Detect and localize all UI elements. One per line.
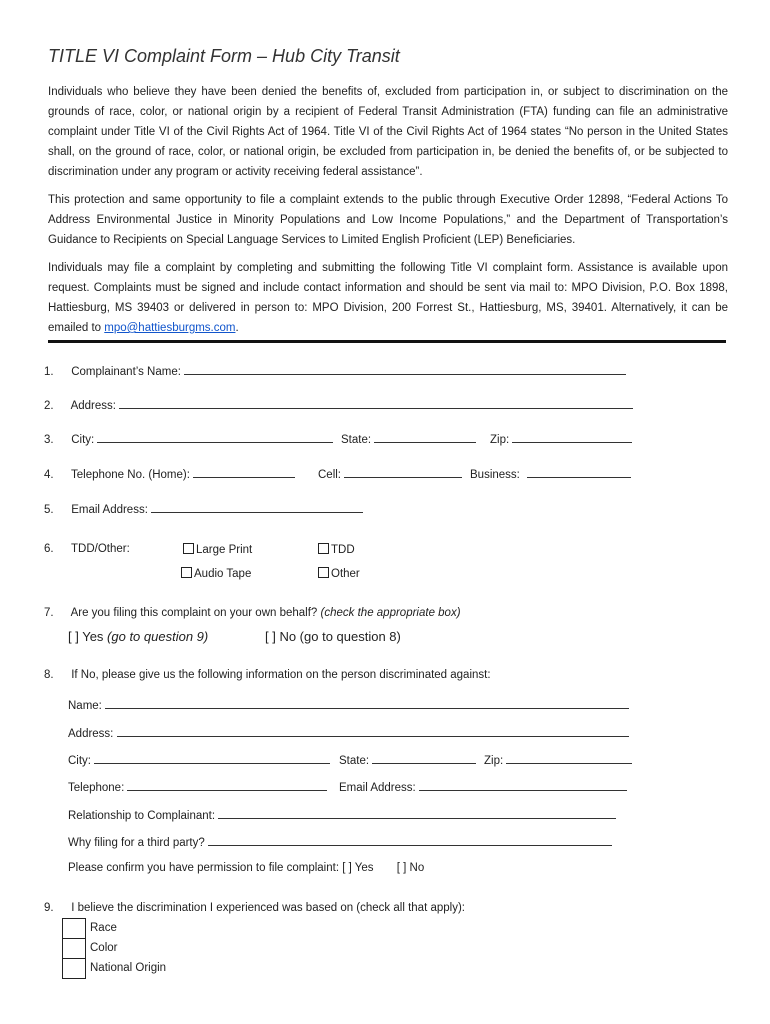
question-6: [44, 543, 130, 555]
state-group: [341, 430, 476, 446]
tp-telephone-field[interactable]: [127, 778, 327, 791]
city-label: City:: [71, 434, 95, 446]
tp-city-group: [68, 751, 330, 767]
home-phone-label: Telephone No. (Home):: [71, 469, 190, 481]
audio-tape-checkbox[interactable]: [181, 567, 192, 578]
intro-paragraph-2: This protection and same opportunity to file a complaint extends to the public through Executive Order 12898, “Federal Actions To Address Environmental Justice in Minority Populations and Low Income Populations,” and the Department of Transportation’s Guidance to Recipients on Special Language Services to Limited English Proficient (LEP) Beneficiaries.: [48, 194, 728, 246]
tp-address-group: [68, 724, 629, 740]
race-label: Race: [90, 922, 117, 934]
tdd-label: TDD: [331, 544, 355, 556]
large-print-label: Large Print: [196, 544, 253, 556]
email-address-field[interactable]: [151, 500, 363, 513]
tp-email-field[interactable]: [419, 778, 627, 791]
tp-city-label: City:: [68, 755, 91, 767]
tp-zip-field[interactable]: [506, 751, 632, 764]
race-checkbox[interactable]: [62, 918, 86, 939]
question-9: [44, 902, 465, 914]
other-option[interactable]: [318, 567, 360, 580]
complainant-name-label: Complainant’s Name:: [71, 366, 181, 378]
tp-telephone-group: [68, 778, 327, 794]
third-party-intro: If No, please give us the following information on the person discriminated against:: [71, 669, 491, 681]
tp-confirm-no[interactable]: [ ] No: [396, 862, 425, 874]
tdd-other-label: TDD/Other:: [71, 543, 130, 555]
question-4: [44, 465, 295, 481]
address-label: Address:: [70, 400, 116, 412]
discrimination-basis-label: I believe the discrimination I experienced was based on (check all that apply):: [71, 902, 465, 914]
tp-email-label: Email Address:: [339, 782, 416, 794]
cell-group: [318, 465, 462, 481]
tp-email-group: [339, 778, 627, 794]
intro-paragraph-1: Individuals who believe they have been denied the benefits of, excluded from participation in, or subject to discrimination on the grounds of race, color, or national origin by a recipient of Federal Transit Administration (FTA) funding can file an administrative complaint under Title VI of the Civil Rights Act of 1964. Title VI of the Civil Rights Act of 1964 states “No person in the United States shall, on the ground of race, color, or national origin, be excluded from participation in, be denied the benefits of, or be subjected to discrimination under any program or activity receiving federal assistance”.: [48, 86, 728, 178]
tp-why-group: [68, 833, 612, 849]
question-9-number: 9.: [44, 902, 54, 914]
city-field[interactable]: [97, 430, 333, 443]
question-7-number: 7.: [44, 607, 54, 619]
tp-address-label: Address:: [68, 728, 114, 740]
other-label: Other: [331, 568, 360, 580]
other-checkbox[interactable]: [318, 567, 329, 578]
zip-label: Zip:: [490, 434, 510, 446]
zip-field[interactable]: [512, 430, 632, 443]
tp-relationship-group: [68, 806, 616, 822]
national-origin-checkbox[interactable]: [62, 958, 86, 979]
own-behalf-yes-note: (go to question 9): [107, 629, 209, 644]
intro-paragraph-3: [48, 258, 728, 338]
question-1: [44, 362, 626, 378]
address-field[interactable]: [119, 396, 633, 409]
question-1-number: 1.: [44, 366, 54, 378]
question-4-number: 4.: [44, 469, 54, 481]
question-2-number: 2.: [44, 400, 54, 412]
business-group: [470, 465, 631, 481]
tp-state-label: State:: [339, 755, 370, 767]
cell-field[interactable]: [344, 465, 462, 478]
large-print-option[interactable]: [183, 543, 252, 556]
form-title: TITLE VI Complaint Form – Hub City Transit: [48, 46, 400, 66]
question-3: [44, 430, 333, 446]
tp-telephone-label: Telephone:: [68, 782, 125, 794]
intro-paragraph-3-text: Individuals may file a complaint by completing and submitting the following Title VI complaint form. Assistance is available upon request. Complaints must be signed and include contact information and should be sent via mail to: MPO Division, P.O. Box 1898, Hattiesburg, MS 39403 or delivered in person to: MPO Division, 200 Forrest St., Hattiesburg, MS, 39401. Alternatively, it can be emailed to: [48, 262, 728, 334]
cell-label: Cell:: [318, 469, 342, 481]
intro-paragraph-3-end: .: [235, 322, 239, 334]
large-print-checkbox[interactable]: [183, 543, 194, 554]
tdd-checkbox[interactable]: [318, 543, 329, 554]
national-origin-label: National Origin: [90, 962, 167, 974]
audio-tape-label: Audio Tape: [194, 568, 252, 580]
question-8-number: 8.: [44, 669, 54, 681]
color-label: Color: [90, 942, 118, 954]
tp-state-group: [339, 751, 476, 767]
tp-why-field[interactable]: [208, 833, 612, 846]
tp-why-label: Why filing for a third party?: [68, 837, 205, 849]
email-link[interactable]: mpo@hattiesburgms.com: [104, 322, 236, 334]
tp-name-label: Name:: [68, 700, 102, 712]
tp-city-field[interactable]: [94, 751, 330, 764]
tp-zip-label: Zip:: [484, 755, 504, 767]
own-behalf-hint: (check the appropriate box): [320, 607, 461, 619]
state-label: State:: [341, 434, 372, 446]
question-5-number: 5.: [44, 504, 54, 516]
color-checkbox[interactable]: [62, 938, 86, 959]
question-7: [44, 607, 461, 619]
tp-name-group: [68, 696, 629, 712]
own-behalf-yes: [ ] Yes: [68, 629, 104, 644]
email-address-label: Email Address:: [71, 504, 148, 516]
question-6-number: 6.: [44, 543, 54, 555]
audio-tape-option[interactable]: [181, 567, 251, 580]
tp-name-field[interactable]: [105, 696, 629, 709]
tp-address-field[interactable]: [117, 724, 629, 737]
state-field[interactable]: [374, 430, 476, 443]
tp-state-field[interactable]: [372, 751, 476, 764]
own-behalf-yes-option[interactable]: [68, 629, 208, 644]
question-5: [44, 500, 363, 516]
tp-relationship-field[interactable]: [218, 806, 616, 819]
tp-relationship-label: Relationship to Complainant:: [68, 810, 216, 822]
tp-zip-group: [484, 751, 632, 767]
tp-confirm-label: Please confirm you have permission to file complaint:: [68, 862, 340, 874]
own-behalf-label: Are you filing this complaint on your own behalf?: [70, 607, 318, 619]
business-label: Business:: [470, 469, 520, 481]
question-3-number: 3.: [44, 434, 54, 446]
tdd-option[interactable]: [318, 543, 355, 556]
business-field[interactable]: [527, 465, 631, 478]
question-2: [44, 396, 633, 412]
zip-group: [490, 430, 632, 446]
question-8: [44, 669, 491, 681]
complainant-name-field[interactable]: [184, 362, 626, 375]
own-behalf-no: [ ] No (go to question 8): [265, 629, 401, 644]
tp-confirm-yes[interactable]: [ ] Yes: [342, 862, 374, 874]
home-phone-field[interactable]: [193, 465, 295, 478]
section-divider: [48, 340, 726, 343]
own-behalf-no-option[interactable]: [265, 629, 401, 644]
tp-confirm-group: [68, 862, 424, 874]
